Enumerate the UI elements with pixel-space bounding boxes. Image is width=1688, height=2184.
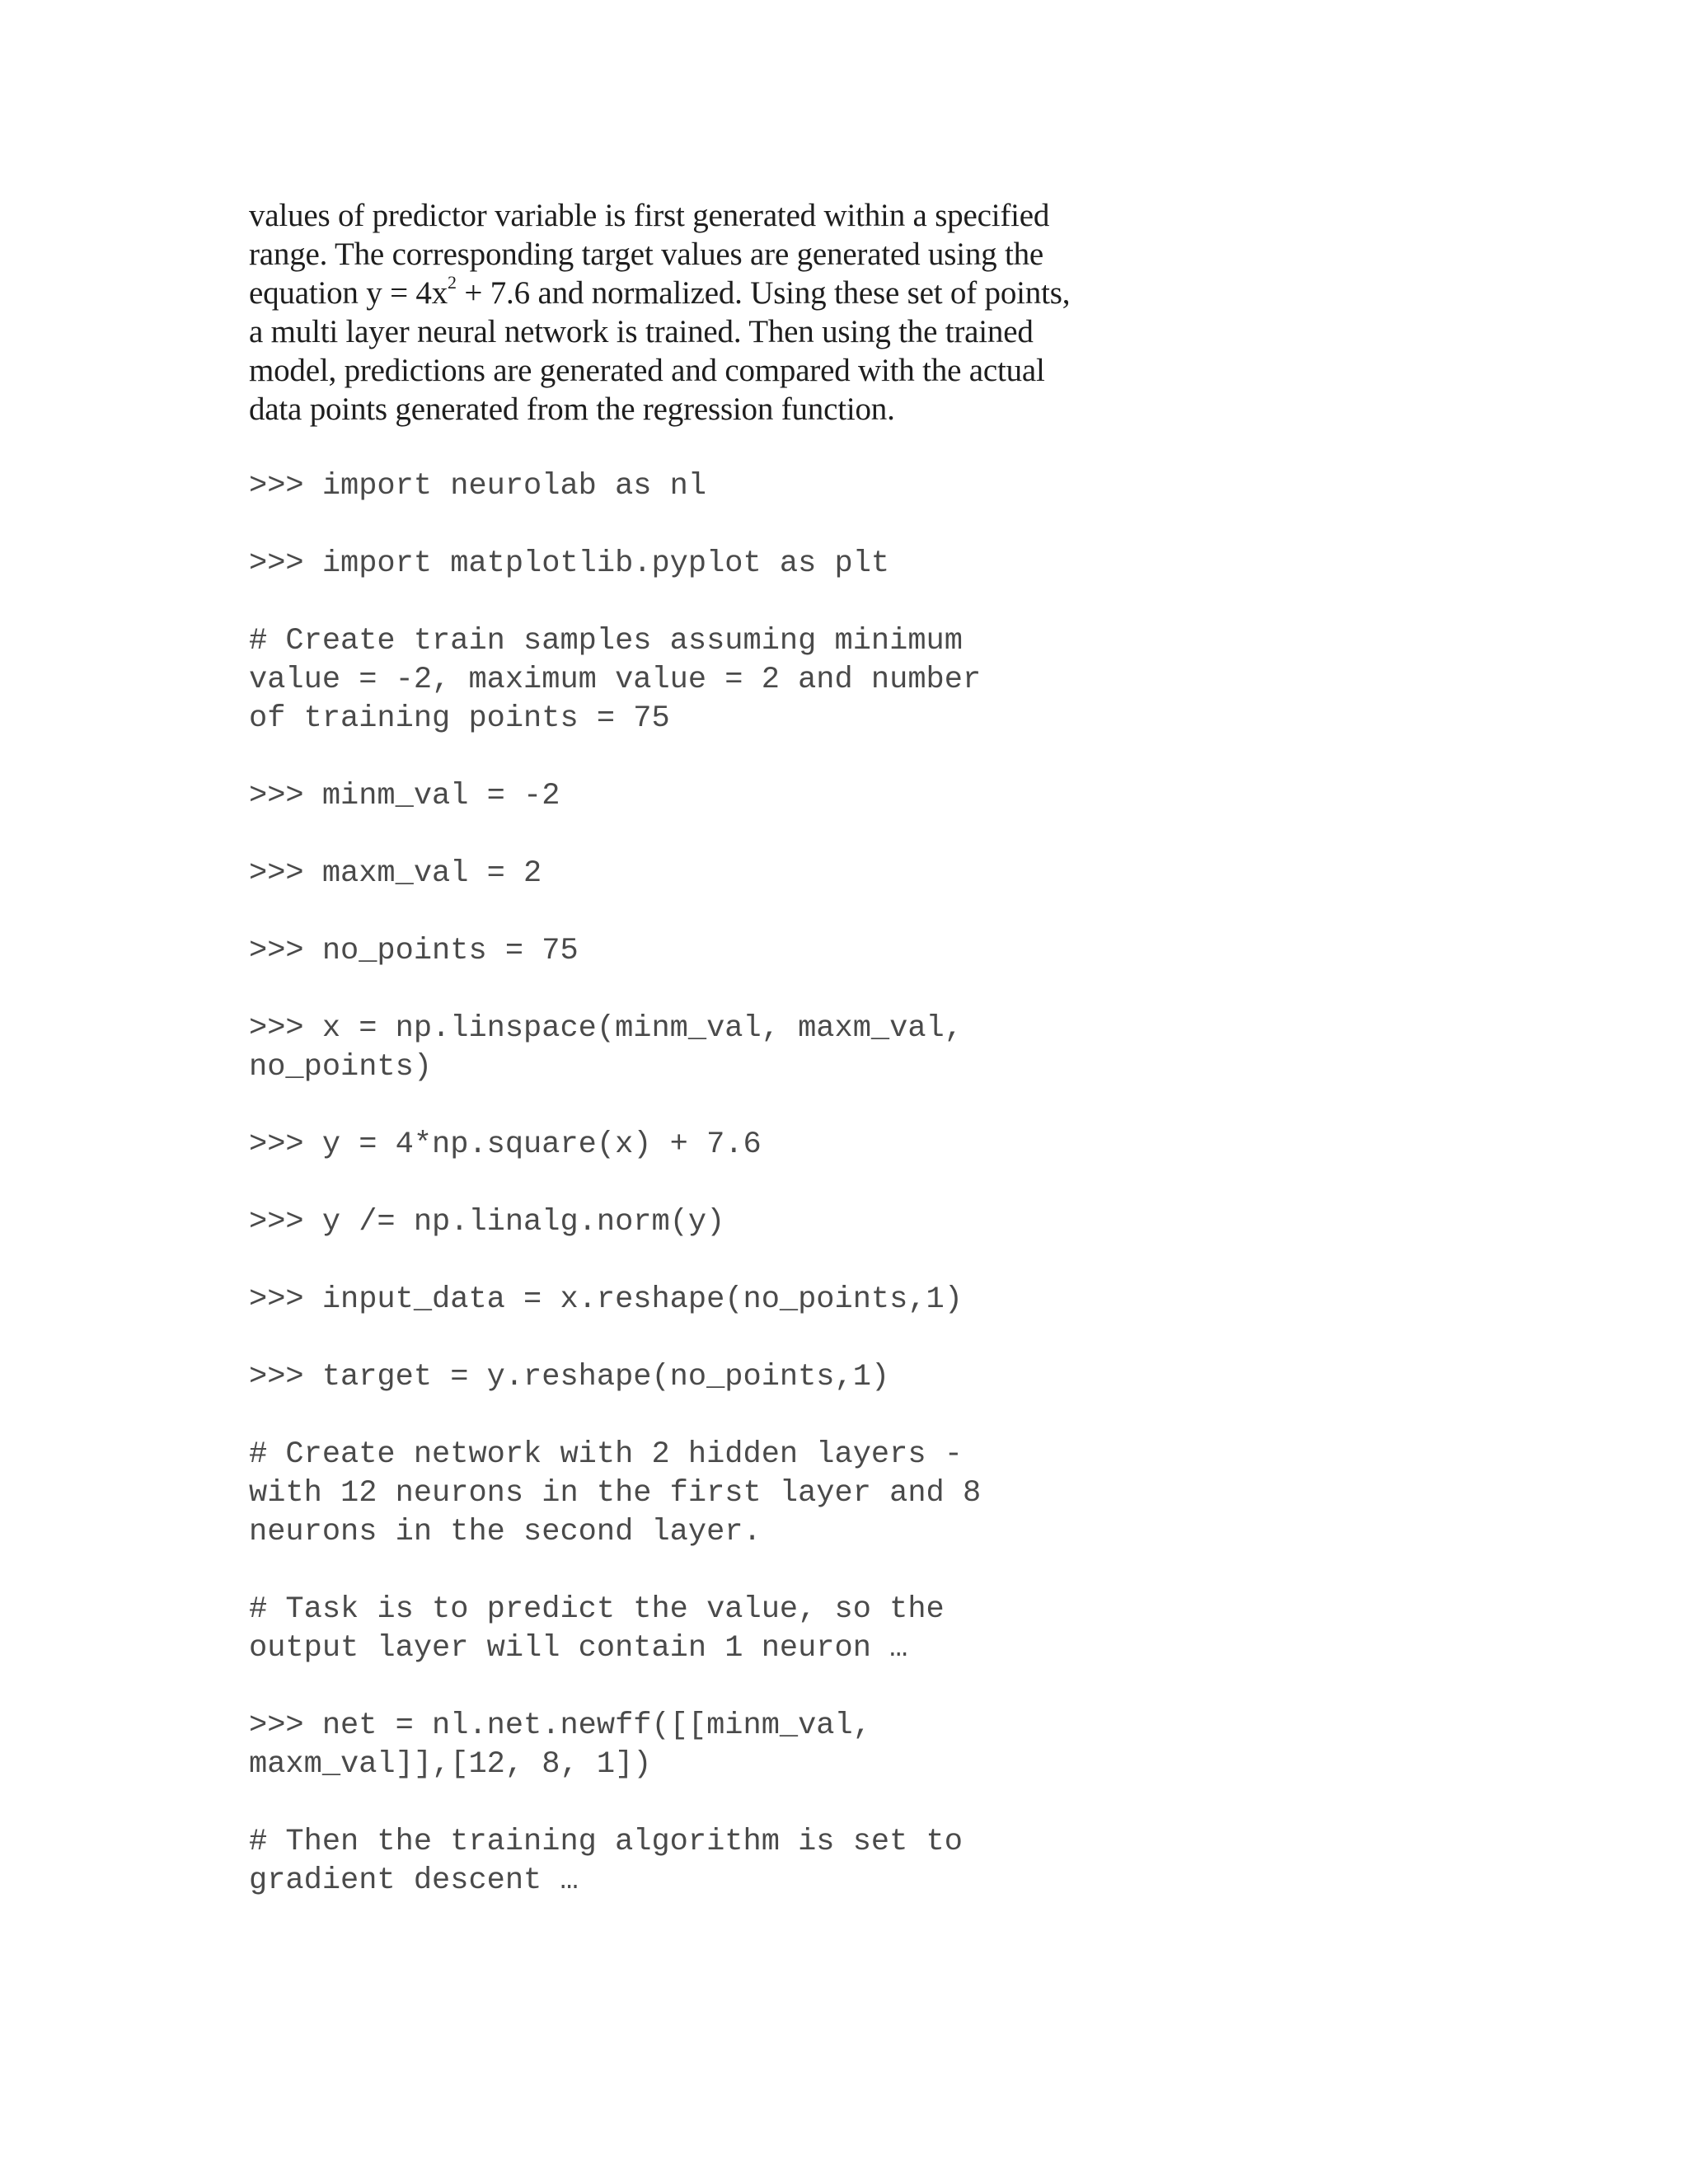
code-linspace: >>> x = np.linspace(minm_val, maxm_val, no_points)	[249, 1011, 963, 1085]
comment-create-network: # Create network with 2 hidden layers - with 12 neurons in the first layer and 8 neurons in the second layer.	[249, 1437, 982, 1549]
code-target: >>> target = y.reshape(no_points,1)	[249, 1360, 890, 1394]
code-input-data: >>> input_data = x.reshape(no_points,1)	[249, 1282, 963, 1317]
code-y-square: >>> y = 4*np.square(x) + 7.6	[249, 1127, 762, 1162]
code-net-newff: >>> net = nl.net.newff([[minm_val, maxm_val]],[12, 8, 1])	[249, 1708, 871, 1782]
comment-training-algorithm: # Then the training algorithm is set to gradient descent …	[249, 1825, 963, 1898]
intro-paragraph	[249, 196, 1073, 429]
code-maxm-val: >>> maxm_val = 2	[249, 856, 542, 891]
code-no-points: >>> no_points = 75	[249, 934, 579, 968]
exponent-superscript: 2	[448, 272, 457, 293]
text-column	[249, 196, 1073, 1900]
code-import-matplotlib: >>> import matplotlib.pyplot as plt	[249, 546, 890, 581]
code-import-neurolab: >>> import neurolab as nl	[249, 469, 707, 504]
code-y-normalize: >>> y /= np.linalg.norm(y)	[249, 1205, 725, 1240]
code-minm-val: >>> minm_val = -2	[249, 779, 560, 813]
comment-create-train-samples: # Create train samples assuming minimum value = -2, maximum value = 2 and number of training points = 75	[249, 624, 982, 736]
paragraph-text-end: + 7.6 and normalized. Using these set of points, a multi layer neural network is trained. Then using the trained model, predictions are generated and compared with the actual data points generated from the regression function.	[249, 275, 1071, 427]
paragraph-text-start: values of predictor variable is first generated within a specified range. The corresponding target values are generated using the equation y = 4x	[249, 198, 1050, 311]
comment-task-predict: # Task is to predict the value, so the output layer will contain 1 neuron …	[249, 1592, 945, 1666]
